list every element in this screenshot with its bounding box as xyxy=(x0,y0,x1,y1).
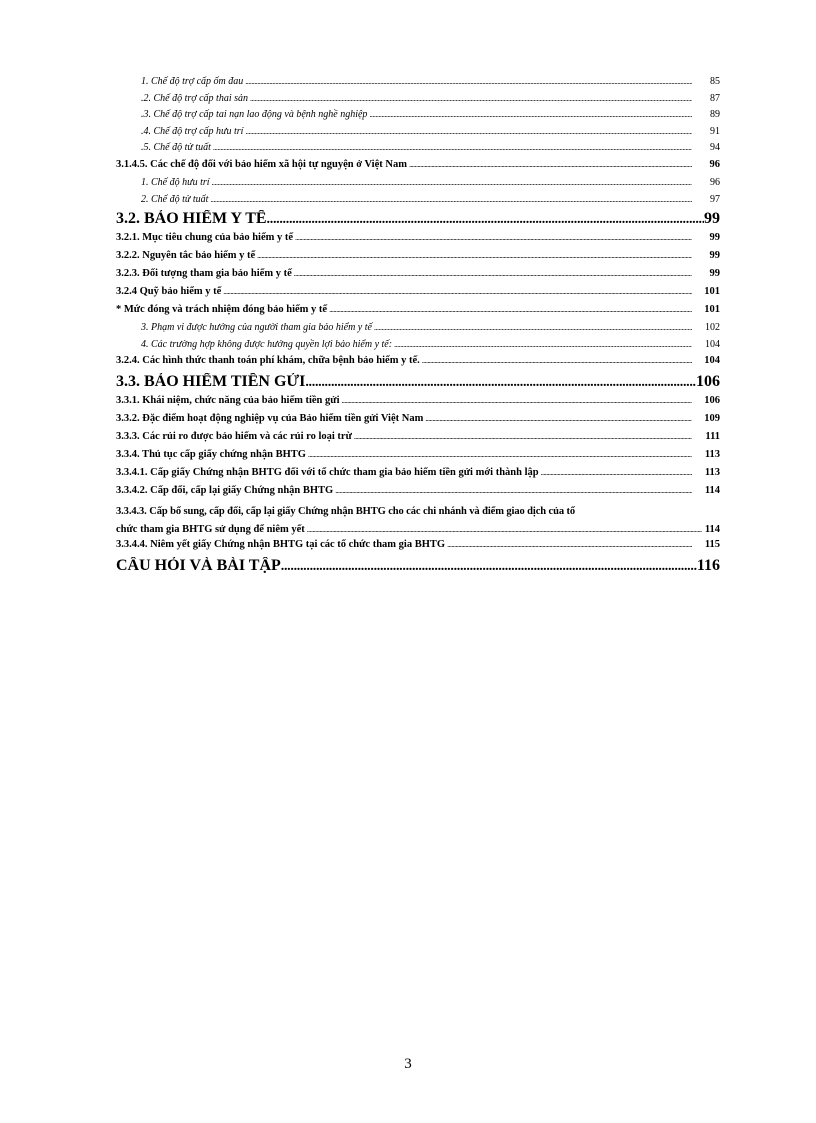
toc-entry-title: .3. Chế độ trợ cấp tai nạn lao động và bệnh nghề nghiệp xyxy=(141,109,368,121)
dot-leader xyxy=(223,287,692,296)
dot-leader xyxy=(329,305,692,314)
toc-entry-title: 3.3.4.2. Cấp đổi, cấp lại giấy Chứng nhận BHTG xyxy=(116,485,334,497)
toc-entry-page: 111 xyxy=(705,431,720,443)
dot-leader xyxy=(245,77,692,86)
toc-entry-title: 3.1.4.5. Các chế độ đối với bảo hiểm xã hội tự nguyện ở Việt Nam xyxy=(116,158,407,170)
dot-leader xyxy=(422,356,692,365)
dot-leader xyxy=(394,340,692,349)
toc-entry-page: 99 xyxy=(709,268,720,280)
toc-entry[interactable] xyxy=(116,355,720,373)
toc-entry-page: 113 xyxy=(704,449,720,461)
toc-entry-page: 99 xyxy=(704,210,720,228)
toc-entry-page: 106 xyxy=(696,373,720,391)
dot-leader xyxy=(257,251,692,260)
dot-leader xyxy=(541,468,692,477)
dot-leader xyxy=(307,521,702,539)
toc-entry-title: 3.2.3. Đối tượng tham gia bảo hiểm y tế xyxy=(116,268,292,280)
toc-entry-title: .2. Chế độ trợ cấp thai sản xyxy=(141,92,249,104)
toc-entry[interactable] xyxy=(116,142,720,159)
dot-leader xyxy=(374,323,692,332)
toc-entry-page: 99 xyxy=(709,232,720,244)
toc-entry[interactable] xyxy=(116,159,720,177)
dot-leader xyxy=(295,233,692,242)
toc-entry-title: * Mức đóng và trách nhiệm đóng bảo hiểm y tế xyxy=(116,304,328,316)
toc-entry[interactable] xyxy=(116,557,720,579)
toc-entry-page: 85 xyxy=(710,76,720,87)
toc-entry-title: 3.2.2. Nguyên tắc bảo hiểm y tế xyxy=(116,250,256,262)
toc-entry-title: 3.3.4.3. Cấp bổ sung, cấp đổi, cấp lại giấy Chứng nhận BHTG cho các chi nhánh và điểm giao dịch của tổ xyxy=(116,506,576,518)
dot-leader xyxy=(342,396,693,405)
toc-entry-title: 2. Chế độ tử tuất xyxy=(141,193,209,205)
toc-entry-title: 3.2.4 Quỹ bảo hiểm y tế xyxy=(116,286,222,298)
toc-entry[interactable] xyxy=(116,373,720,395)
dot-leader xyxy=(409,160,692,169)
toc-entry[interactable] xyxy=(116,286,720,304)
toc-entry[interactable] xyxy=(116,268,720,286)
toc-entry[interactable] xyxy=(116,395,720,413)
toc-entry-title: 3.3.1. Khái niệm, chức năng của bảo hiểm tiền gửi xyxy=(116,395,340,407)
toc-entry[interactable] xyxy=(116,194,720,211)
toc-entry-page: 99 xyxy=(709,250,720,262)
toc-entry[interactable] xyxy=(116,485,720,503)
toc-entry[interactable] xyxy=(116,322,720,339)
toc-entry-page: 97 xyxy=(710,193,720,205)
dot-leader xyxy=(447,540,692,549)
toc-entry[interactable] xyxy=(116,539,720,557)
page-number: 3 xyxy=(404,1056,412,1072)
dot-leader xyxy=(369,110,692,119)
toc-entry-page: 102 xyxy=(705,322,720,334)
dot-leader xyxy=(425,414,692,423)
toc-entry[interactable] xyxy=(116,177,720,194)
toc-entry-title: 3.2.1. Mục tiêu chung của bảo hiểm y tế xyxy=(116,232,294,244)
toc-entry-title: CÂU HỎI VÀ BÀI TẬP xyxy=(116,557,281,575)
toc-entry-title: 3.3.2. Đặc điểm hoạt động nghiệp vụ của Bảo hiểm tiền gửi Việt Nam xyxy=(116,413,424,425)
toc-entry-page: 104 xyxy=(704,355,720,367)
toc-entry-title: 3.2. BẢO HIỂM Y TẾ xyxy=(116,210,267,228)
toc-entry-title: 3.3.3. Các rủi ro được bảo hiểm và các rủi ro loại trừ xyxy=(116,431,352,443)
toc-entry-title: 3.3.4.4. Niêm yết giấy Chứng nhận BHTG tại các tổ chức tham gia BHTG xyxy=(116,539,446,551)
toc-entry-page: 87 xyxy=(710,92,720,104)
dot-leader xyxy=(281,559,697,575)
toc-entry-page: 113 xyxy=(704,467,720,479)
dot-leader xyxy=(294,269,692,278)
toc-entry-page: 91 xyxy=(710,125,720,137)
toc-entry-title: 4. Các trường hợp không được hưởng quyền lợi bảo hiểm y tế: xyxy=(141,338,393,350)
dot-leader xyxy=(245,127,692,136)
toc-entry[interactable] xyxy=(116,431,720,449)
toc-entry-page: 101 xyxy=(704,286,720,298)
toc-entry[interactable] xyxy=(116,250,720,268)
toc-entry-title: 3.2.4. Các hình thức thanh toán phí khám, chữa bệnh bảo hiểm y tế. xyxy=(116,355,420,367)
toc-entry-title: 3. Phạm vi được hưởng của người tham gia bảo hiểm y tế xyxy=(141,322,372,334)
dot-leader xyxy=(267,212,704,228)
toc-entry[interactable] xyxy=(116,339,720,356)
toc-entry[interactable] xyxy=(116,93,720,110)
dot-leader xyxy=(308,450,692,459)
toc-entry-page: 94 xyxy=(710,142,720,154)
toc-entry-title: .4. Chế độ trợ cấp hưu trí xyxy=(141,125,244,137)
toc-entry-page: 114 xyxy=(704,485,720,497)
toc-entry[interactable] xyxy=(116,232,720,250)
toc-entry-title: 1. Chế độ hưu trí xyxy=(141,176,210,188)
dot-leader xyxy=(212,178,692,187)
dot-leader xyxy=(210,195,692,204)
toc-entry-title: 3.3.4.1. Cấp giấy Chứng nhận BHTG đối với tổ chức tham gia bảo hiểm tiền gửi mới thành lập xyxy=(116,467,539,479)
toc-entry-title: 3.3. BẢO HIỂM TIỀN GỬI xyxy=(116,373,306,391)
toc-entry-title-continued: chức tham gia BHTG sử dụng để niêm yết xyxy=(116,524,305,536)
toc-entry-page: 96 xyxy=(709,158,720,170)
toc-entry-title: 1. Chế độ trợ cấp ốm đau xyxy=(141,76,244,87)
toc-entry[interactable] xyxy=(116,467,720,485)
toc-entry-page: 106 xyxy=(704,395,720,407)
toc-entry-page: 116 xyxy=(696,557,720,575)
toc-entry-page: 96 xyxy=(710,176,720,188)
toc-entry[interactable] xyxy=(116,76,720,93)
toc-entry-page: 89 xyxy=(710,109,720,121)
toc-entry[interactable] xyxy=(116,304,720,322)
dot-leader xyxy=(250,94,692,103)
toc-entry[interactable] xyxy=(116,109,720,126)
toc-entry[interactable] xyxy=(116,449,720,467)
dot-leader xyxy=(335,486,692,495)
toc-entry-page: 109 xyxy=(704,413,720,425)
dot-leader xyxy=(305,375,696,391)
dot-leader xyxy=(354,432,692,441)
dot-leader xyxy=(213,143,692,152)
toc-entry[interactable] xyxy=(116,503,720,539)
toc-entry[interactable] xyxy=(116,210,720,232)
toc-entry-page: 115 xyxy=(704,539,720,551)
toc-entry[interactable] xyxy=(116,126,720,143)
toc-entry-page: 104 xyxy=(705,338,720,350)
toc-entry-page: 114 xyxy=(704,524,720,536)
toc-entry-title: .5. Chế độ tử tuất xyxy=(141,142,211,154)
table-of-contents xyxy=(116,76,720,579)
toc-entry-page: 101 xyxy=(704,304,720,316)
toc-entry[interactable] xyxy=(116,413,720,431)
toc-entry-title: 3.3.4. Thủ tục cấp giấy chứng nhận BHTG xyxy=(116,449,306,461)
